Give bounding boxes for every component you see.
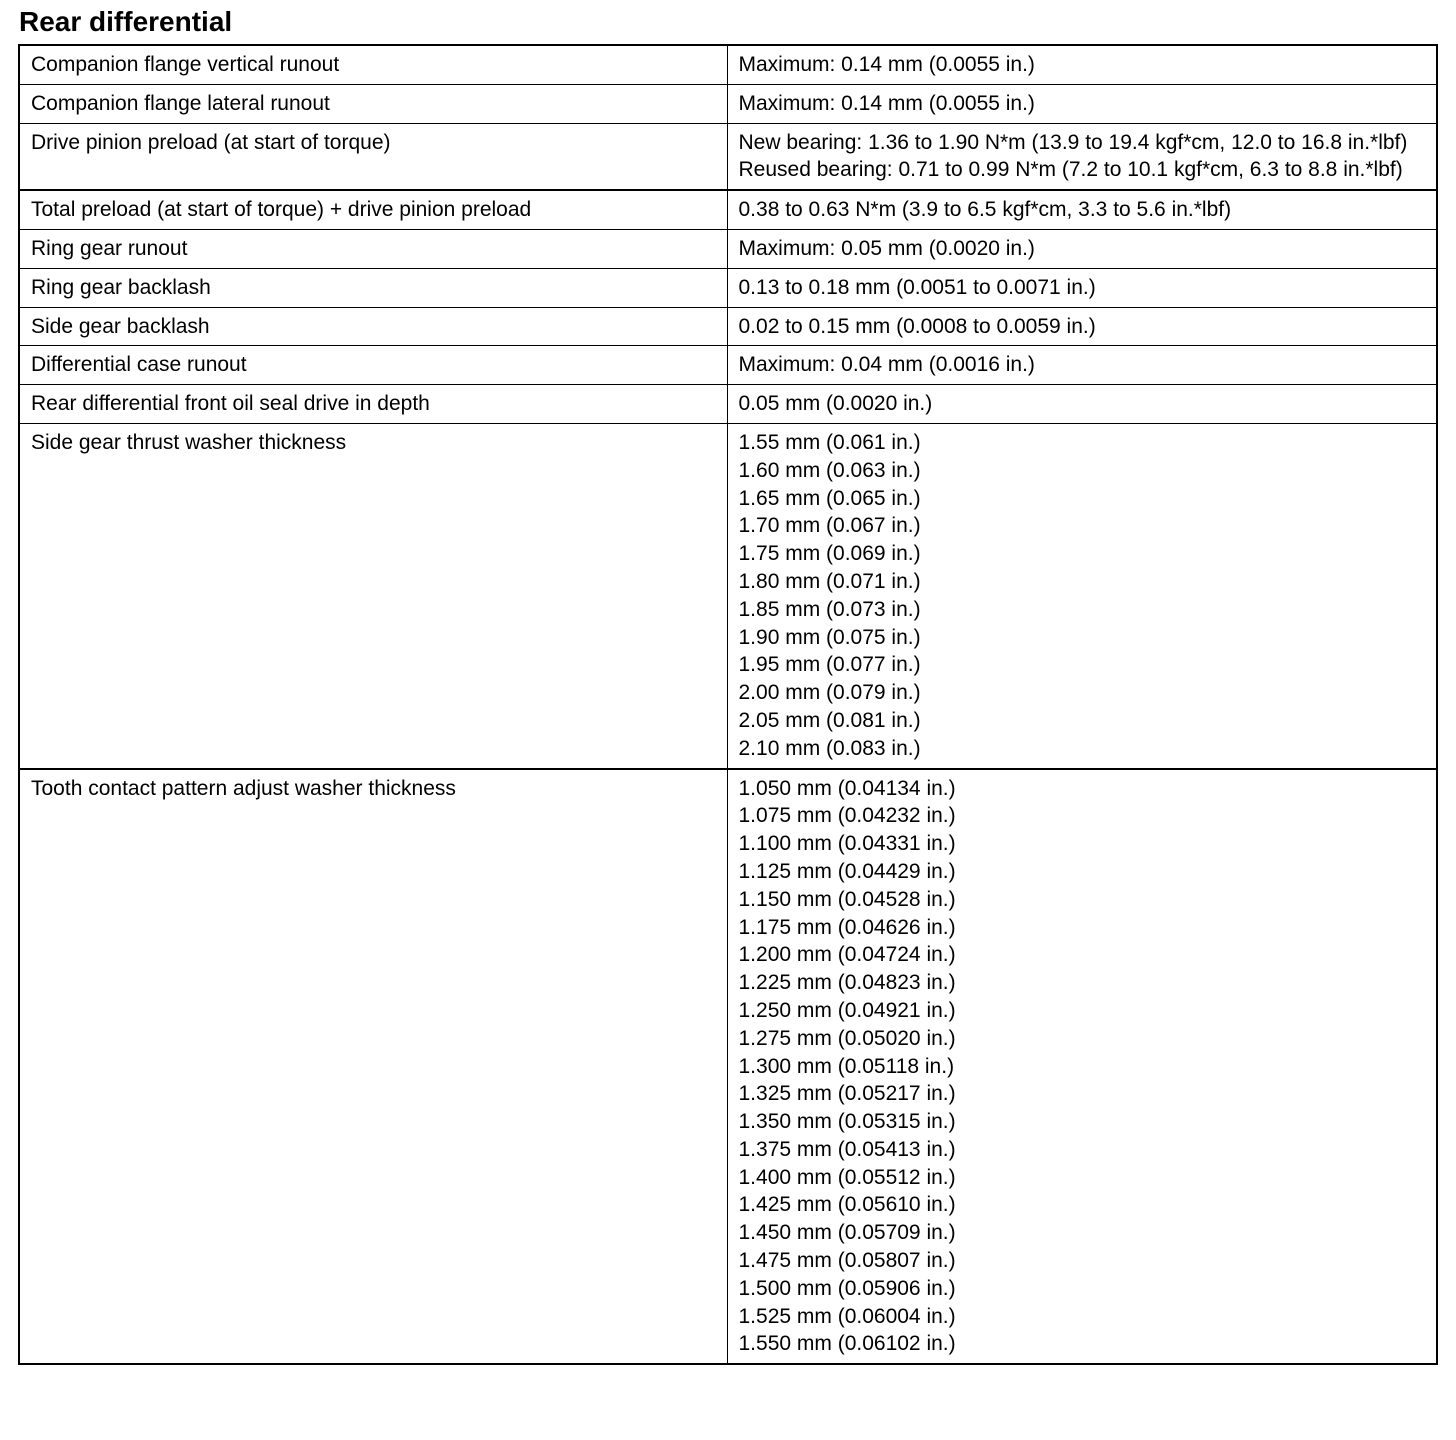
table-row — [19, 769, 1437, 1365]
spec-value-cell — [727, 84, 1437, 123]
spec-value-line: 1.325 mm (0.05217 in.) — [738, 1082, 956, 1106]
table-row — [19, 268, 1437, 307]
spec-value-line: 1.550 mm (0.06102 in.) — [738, 1332, 956, 1356]
table-row — [19, 346, 1437, 385]
spec-value-cell — [727, 45, 1437, 84]
table-row — [19, 84, 1437, 123]
spec-value-line: 1.425 mm (0.05610 in.) — [738, 1193, 956, 1217]
spec-value-line: 1.85 mm (0.073 in.) — [738, 597, 921, 621]
spec-table-body — [19, 45, 1437, 1364]
table-row — [19, 229, 1437, 268]
spec-value-line: 1.250 mm (0.04921 in.) — [738, 998, 956, 1022]
spec-value-line: 1.95 mm (0.077 in.) — [738, 653, 921, 677]
spec-table — [18, 44, 1438, 1365]
spec-label-cell: Total preload (at start of torque) + drive pinion preload — [19, 190, 727, 229]
spec-label-cell: Ring gear runout — [19, 229, 727, 268]
spec-value-line: 1.475 mm (0.05807 in.) — [738, 1249, 956, 1273]
spec-value-line: 2.10 mm (0.083 in.) — [738, 736, 921, 760]
spec-value-cell — [727, 346, 1437, 385]
table-row — [19, 307, 1437, 346]
spec-value-line: 1.70 mm (0.067 in.) — [738, 514, 921, 538]
spec-value-cell — [727, 123, 1437, 190]
spec-value-line: 1.75 mm (0.069 in.) — [738, 542, 921, 566]
spec-label-cell: Differential case runout — [19, 346, 727, 385]
spec-value-line: 1.150 mm (0.04528 in.) — [738, 887, 956, 911]
spec-value-line: 1.350 mm (0.05315 in.) — [738, 1110, 956, 1134]
spec-value-cell — [727, 190, 1437, 229]
spec-value-line: Reused bearing: 0.71 to 0.99 N*m (7.2 to 10.1 kgf*cm, 6.3 to 8.8 in.*lbf) — [738, 158, 1403, 182]
table-row — [19, 45, 1437, 84]
spec-value-line: 2.00 mm (0.079 in.) — [738, 681, 921, 705]
spec-value-line: 0.05 mm (0.0020 in.) — [738, 392, 933, 416]
spec-value-line: 1.100 mm (0.04331 in.) — [738, 832, 956, 856]
spec-value-cell — [727, 307, 1437, 346]
spec-value-cell — [727, 769, 1437, 1365]
spec-value-line: 1.525 mm (0.06004 in.) — [738, 1304, 956, 1328]
spec-value-line: 1.55 mm (0.061 in.) — [738, 430, 921, 454]
spec-value-cell — [727, 268, 1437, 307]
spec-value-line: 1.90 mm (0.075 in.) — [738, 625, 921, 649]
spec-value-line: 1.050 mm (0.04134 in.) — [738, 776, 956, 800]
spec-value-line: 2.05 mm (0.081 in.) — [738, 708, 921, 732]
spec-value-line: 1.80 mm (0.071 in.) — [738, 569, 921, 593]
spec-value-line: 1.125 mm (0.04429 in.) — [738, 859, 956, 883]
spec-value-line: 1.300 mm (0.05118 in.) — [738, 1054, 955, 1078]
spec-value-line: New bearing: 1.36 to 1.90 N*m (13.9 to 19.4 kgf*cm, 12.0 to 16.8 in.*lbf) — [738, 130, 1408, 154]
spec-value-line: Maximum: 0.04 mm (0.0016 in.) — [738, 353, 1035, 377]
spec-value-line: Maximum: 0.14 mm (0.0055 in.) — [738, 53, 1035, 76]
spec-value-line: 0.38 to 0.63 N*m (3.9 to 6.5 kgf*cm, 3.3 to 5.6 in.*lbf) — [738, 198, 1232, 222]
spec-value-line: 1.500 mm (0.05906 in.) — [738, 1276, 956, 1300]
spec-label-cell: Drive pinion preload (at start of torque) — [19, 123, 727, 190]
table-row — [19, 190, 1437, 229]
spec-value-line: 1.65 mm (0.065 in.) — [738, 486, 921, 510]
spec-label-cell: Side gear thrust washer thickness — [19, 423, 727, 768]
spec-value-line: 1.375 mm (0.05413 in.) — [738, 1137, 956, 1161]
table-row — [19, 123, 1437, 190]
spec-value-line: 1.400 mm (0.05512 in.) — [738, 1165, 956, 1189]
table-row — [19, 385, 1437, 424]
spec-value-cell — [727, 423, 1437, 768]
document-page — [18, 0, 1436, 1365]
spec-value-line: 1.200 mm (0.04724 in.) — [738, 943, 956, 967]
spec-label-cell: Companion flange vertical runout — [19, 45, 727, 84]
spec-value-line: Maximum: 0.05 mm (0.0020 in.) — [738, 236, 1035, 260]
spec-label-cell: Companion flange lateral runout — [19, 84, 727, 123]
spec-value-line: 1.450 mm (0.05709 in.) — [738, 1221, 956, 1245]
spec-label-cell: Ring gear backlash — [19, 268, 727, 307]
spec-label-cell: Side gear backlash — [19, 307, 727, 346]
spec-value-line: 0.13 to 0.18 mm (0.0051 to 0.0071 in.) — [738, 275, 1096, 299]
spec-value-cell — [727, 229, 1437, 268]
spec-value-line: 1.60 mm (0.063 in.) — [738, 458, 921, 482]
spec-value-line: 0.02 to 0.15 mm (0.0008 to 0.0059 in.) — [738, 314, 1096, 338]
spec-label-cell: Rear differential front oil seal drive in depth — [19, 385, 727, 424]
spec-value-line: 1.275 mm (0.05020 in.) — [738, 1026, 956, 1050]
spec-label-cell: Tooth contact pattern adjust washer thickness — [19, 769, 727, 1365]
spec-value-line: 1.075 mm (0.04232 in.) — [738, 804, 956, 828]
spec-value-line: 1.175 mm (0.04626 in.) — [738, 915, 956, 939]
page-title: Rear differential — [19, 6, 233, 37]
table-row — [19, 423, 1437, 768]
spec-value-line: Maximum: 0.14 mm (0.0055 in.) — [738, 91, 1035, 115]
spec-value-line: 1.225 mm (0.04823 in.) — [738, 971, 956, 995]
spec-value-cell — [727, 385, 1437, 424]
